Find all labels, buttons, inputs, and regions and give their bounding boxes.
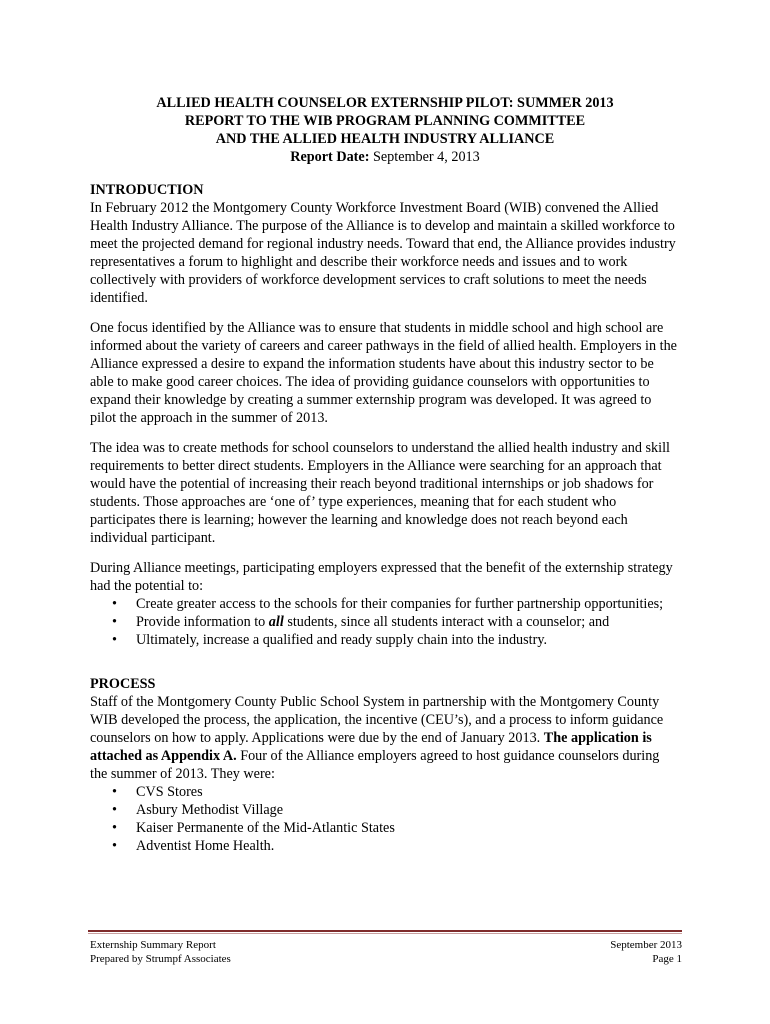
- bullet-icon: •: [112, 802, 117, 818]
- report-date: [90, 148, 680, 166]
- footer-divider: [88, 930, 682, 932]
- report-title-block: [90, 94, 680, 166]
- document-page: [90, 94, 680, 855]
- footer-prepared-by: Prepared by Strumpf Associates: [90, 953, 231, 965]
- list-item: [90, 595, 680, 613]
- bullet-icon: •: [112, 820, 117, 836]
- host-employers-list: [90, 783, 680, 855]
- footer-date: September 2013: [610, 939, 682, 951]
- host-employer: Asbury Methodist Village: [136, 802, 284, 818]
- list-item: [90, 613, 680, 631]
- host-employer: Kaiser Permanente of the Mid-Atlantic States: [136, 820, 395, 836]
- bullet-icon: •: [112, 838, 117, 854]
- process-text: Staff of the Montgomery County Public School System in partnership with the Montgomery County WIB developed the process, the application, the incentive (CEU’s), and a process to inform guidance counselors on how to apply. Applications were due by the end of January 2013.: [90, 694, 664, 746]
- list-item: [90, 631, 680, 649]
- process-paragraph: [90, 693, 680, 783]
- intro-paragraph-3: The idea was to create methods for school counselors to understand the allied health industry and skill requirements to better direct students. Employers in the Alliance were searching for an approach that would have the potential of increasing their reach beyond traditional internships or job shadows for students. Those approaches are ‘one of’ type experiences, meaning that for each student who participates there is learning; however the learning and knowledge does not reach beyond each individual participant.: [90, 440, 670, 546]
- benefit-text-2-post: students, since all students interact with a counselor; and: [283, 614, 610, 630]
- title-line-1: ALLIED HEALTH COUNSELOR EXTERNSHIP PILOT: SUMMER 2013: [156, 95, 614, 111]
- list-item: [90, 783, 680, 801]
- benefit-text-3: Ultimately, increase a qualified and ready supply chain into the industry.: [136, 632, 548, 648]
- bullet-icon: •: [112, 632, 117, 648]
- benefits-list: [90, 595, 680, 649]
- report-date-label: Report Date:: [290, 149, 370, 165]
- footer-left: [90, 938, 231, 966]
- process-text-tail: Four of the Alliance employers agreed to host guidance counselors during the summer of 2013. They were:: [90, 748, 660, 782]
- intro-paragraph-1: In February 2012 the Montgomery County Workforce Investment Board (WIB) convened the Allied Health Industry Alliance. The purpose of the Alliance is to develop and maintain a skilled workforce to meet the projected demand for regional industry needs. Toward that end, the Alliance provides industry representatives a forum to highlight and describe their workforce needs and issues and to work collectively with providers of workforce development services to craft solutions to meet the needs identified.: [90, 200, 676, 306]
- list-item: [90, 837, 680, 855]
- report-date-value: September 4, 2013: [369, 149, 480, 165]
- list-item: [90, 819, 680, 837]
- appendix-reference: The application is attached as Appendix A.: [90, 730, 652, 764]
- title-line-2: REPORT TO THE WIB PROGRAM PLANNING COMMITTEE: [184, 113, 586, 129]
- footer-right: [610, 938, 682, 966]
- list-item: [90, 801, 680, 819]
- bullet-icon: •: [112, 596, 117, 612]
- host-employer: Adventist Home Health.: [136, 838, 275, 854]
- benefit-text-2-pre: Provide information to: [136, 614, 269, 630]
- intro-paragraph-2: One focus identified by the Alliance was to ensure that students in middle school and high school are informed about the variety of careers and career pathways in the field of allied health. Employers in the Alliance expressed a desire to expand the information students have about this industry sector to be able to make good career choices. The idea of providing guidance counselors with opportunities to expand their knowledge by creating a summer externship program was developed. It was agreed to pilot the approach in the summer of 2013.: [90, 320, 677, 426]
- footer-divider-shadow: [88, 933, 682, 934]
- page-number: Page 1: [652, 953, 682, 965]
- benefit-text-2-emphasis: all: [268, 614, 284, 630]
- introduction-heading: INTRODUCTION: [90, 182, 204, 198]
- bullet-icon: •: [112, 784, 117, 800]
- title-line-3: AND THE ALLIED HEALTH INDUSTRY ALLIANCE: [215, 131, 555, 147]
- benefit-text-1: Create greater access to the schools for their companies for further partnership opportunities;: [136, 596, 664, 612]
- intro-paragraph-4: During Alliance meetings, participating employers expressed that the benefit of the externship strategy had the potential to:: [90, 560, 673, 594]
- host-employer: CVS Stores: [136, 784, 203, 800]
- footer-report-name: Externship Summary Report: [90, 939, 216, 951]
- bullet-icon: •: [112, 614, 117, 630]
- process-heading: PROCESS: [90, 676, 156, 692]
